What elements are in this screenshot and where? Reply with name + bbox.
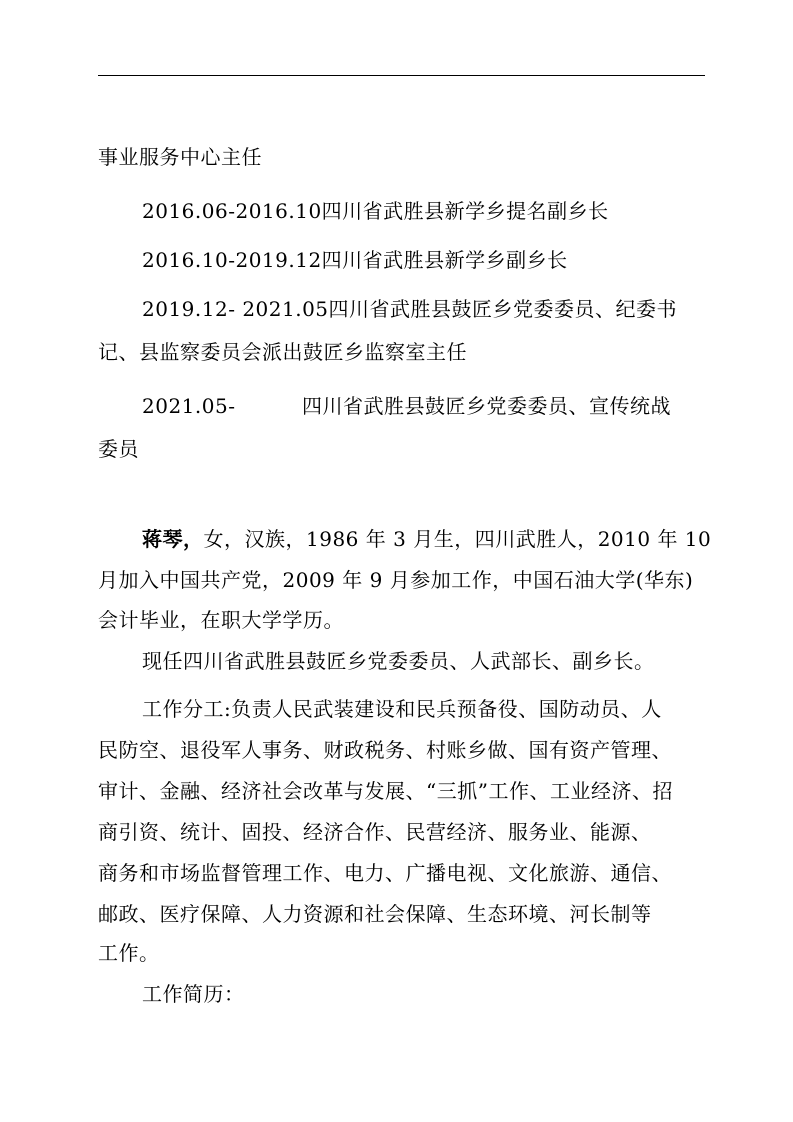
resume-position: 四川省武胜县鼓匠乡党委委员、宣传统战 bbox=[302, 394, 671, 418]
header-rule bbox=[98, 75, 705, 76]
duty-line-6: 邮政、医疗保障、人力资源和社会保障、生态环境、河长制等 bbox=[98, 902, 652, 926]
resume-entry-3 bbox=[142, 297, 705, 321]
resume-entry-1 bbox=[142, 199, 705, 223]
duty-line-3: 审计、金融、经济社会改革与发展、“三抓”工作、工业经济、招 bbox=[98, 779, 673, 803]
text-line-5: 记、县监察委员会派出鼓匠乡监察室主任 bbox=[98, 340, 467, 364]
resume-date: 2021.05- bbox=[142, 394, 236, 418]
resume-position: 四川省武胜县鼓匠乡党委委员、纪委书 bbox=[328, 297, 678, 321]
duty-line-7: 工作。 bbox=[98, 941, 160, 965]
profile-intro bbox=[142, 527, 712, 551]
resume-date: 2016.10-2019.12 bbox=[142, 248, 322, 272]
work-history-heading: 工作简历： bbox=[142, 982, 245, 1006]
profile-text: 女，汉族，1986 年 3 月生，四川武胜人，2010 年 10 bbox=[203, 527, 712, 551]
duty-line-1: 工作分工:负责人民武装建设和民兵预备役、国防动员、人 bbox=[142, 697, 662, 721]
text-line-1: 事业服务中心主任 bbox=[98, 145, 262, 169]
text-line-10: 会计毕业，在职大学学历。 bbox=[98, 608, 344, 632]
duty-line-4: 商引资、统计、固投、经济合作、民营经济、服务业、能源、 bbox=[98, 820, 652, 844]
resume-position: 四川省武胜县新学乡副乡长 bbox=[321, 248, 568, 272]
text-line-9: 月加入中国共产党，2009 年 9 月参加工作，中国石油大学(华东) bbox=[98, 568, 694, 592]
resume-position: 四川省武胜县新学乡提名副乡长 bbox=[321, 199, 609, 223]
current-position: 现任四川省武胜县鼓匠乡党委委员、人武部长、副乡长。 bbox=[142, 649, 655, 673]
resume-entry-4 bbox=[142, 394, 705, 418]
resume-date: 2016.06-2016.10 bbox=[142, 199, 322, 223]
resume-date: 2019.12- 2021.05 bbox=[142, 297, 329, 321]
duty-line-5: 商务和市场监督管理工作、电力、广播电视、文化旅游、通信、 bbox=[98, 861, 672, 885]
person-name: 蒋琴， bbox=[142, 527, 204, 551]
text-line-7: 委员 bbox=[98, 437, 139, 461]
resume-entry-2 bbox=[142, 248, 705, 272]
duty-line-2: 民防空、退役军人事务、财政税务、村账乡做、国有资产管理、 bbox=[98, 738, 672, 762]
